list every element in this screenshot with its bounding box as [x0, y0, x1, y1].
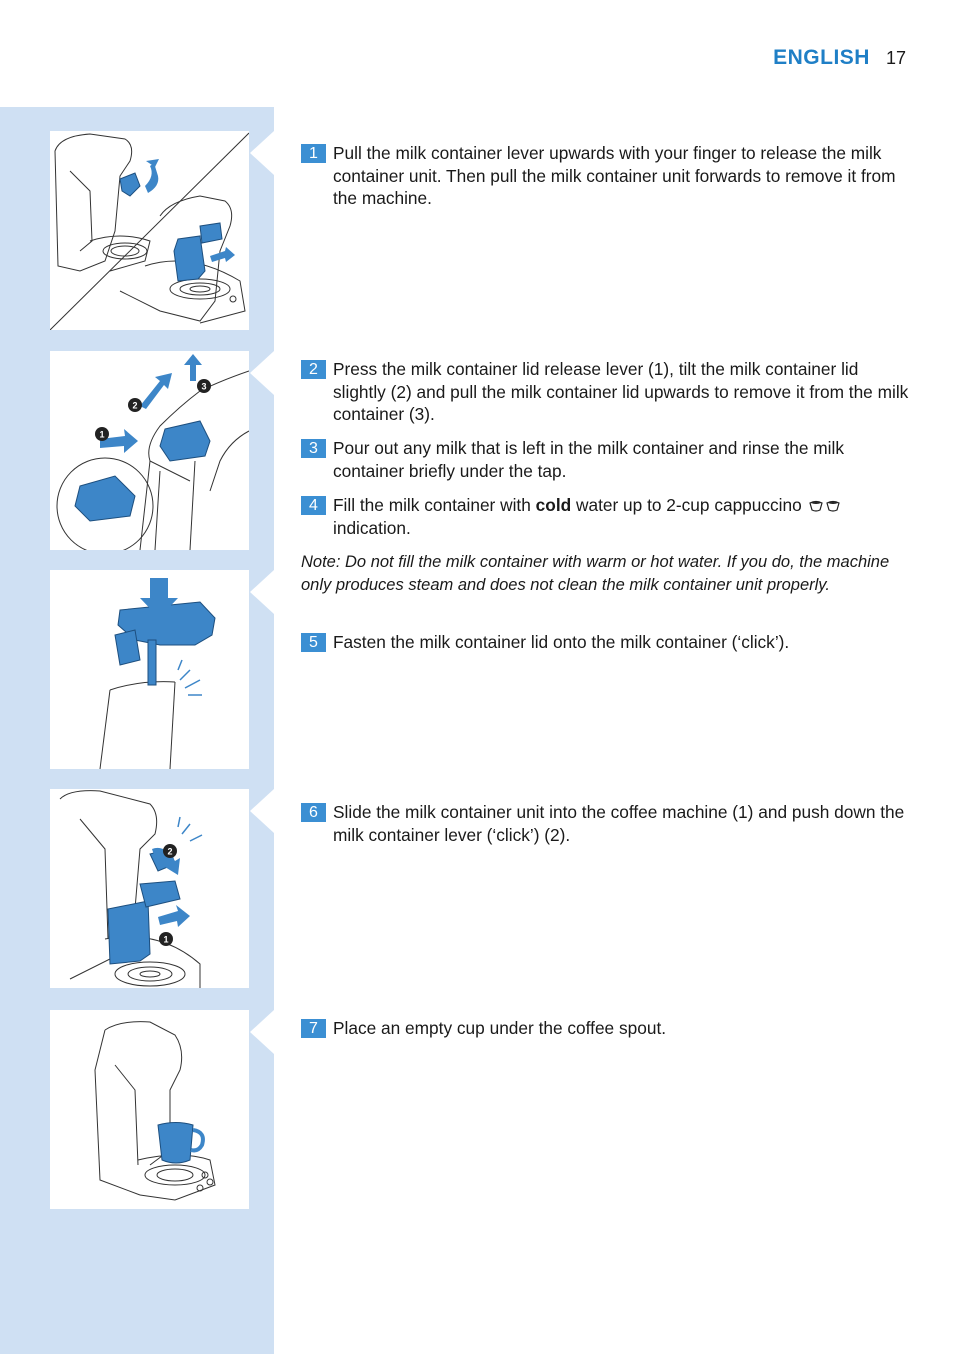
marker-2: 2 — [132, 400, 138, 411]
panel-pointer — [250, 1010, 274, 1054]
step-text-part: indication. — [333, 517, 411, 538]
step-4 — [301, 494, 911, 539]
marker-2: 2 — [167, 846, 173, 857]
panel-pointer — [250, 789, 274, 833]
language-label: ENGLISH — [773, 46, 870, 69]
step-number: 2 — [301, 360, 326, 379]
panel-pointer — [250, 131, 274, 175]
step-text-part: Fill the milk container with — [333, 495, 536, 515]
step-2 — [301, 358, 911, 426]
step-7 — [301, 1017, 911, 1040]
panel-pointer — [250, 351, 274, 395]
panel-pointer — [250, 570, 274, 614]
step-text — [333, 494, 911, 539]
note: Note: Do not fill the milk container with warm or hot water. If you do, the machine only produces steam and does not clean the milk container unit properly. — [301, 553, 890, 594]
step-number: 7 — [301, 1019, 326, 1038]
illustration-insert-milk-unit — [50, 789, 249, 988]
step-text-part: water up to 2-cup cappuccino — [571, 495, 802, 515]
step-number: 5 — [301, 633, 326, 652]
marker-3: 3 — [201, 381, 207, 392]
step-text: Place an empty cup under the coffee spout. — [333, 1018, 667, 1038]
marker-1: 1 — [163, 934, 169, 945]
step-5 — [301, 631, 911, 654]
step-number: 4 — [301, 496, 326, 515]
step-text: Fasten the milk container lid onto the milk container (‘click’). — [333, 632, 790, 652]
step-number: 3 — [301, 439, 326, 458]
step-text: Slide the milk container unit into the coffee machine (1) and push down the milk container lever (‘click’) (2). — [333, 802, 905, 845]
illustration-fasten-lid — [50, 570, 249, 769]
step-3 — [301, 437, 911, 482]
step-text: Press the milk container lid release lever (1), tilt the milk container lid slightly (2) and pull the milk container lid upwards to remove it from the milk container (3). — [333, 359, 909, 424]
page-number: 17 — [885, 48, 906, 68]
cappuccino-cup-icon — [808, 499, 842, 513]
step-text: Pull the milk container lever upwards with your finger to release the milk container unit. Then pull the milk container unit forwards to remove it from the machine. — [333, 143, 896, 208]
step-6 — [301, 801, 911, 846]
step-text-bold: cold — [535, 495, 572, 515]
step-1 — [301, 142, 911, 210]
step-number: 6 — [301, 803, 326, 822]
step-number: 1 — [301, 144, 326, 163]
page-header — [773, 46, 906, 70]
illustration-remove-lid — [50, 351, 249, 550]
marker-1: 1 — [99, 429, 105, 440]
illustration-place-cup — [50, 1010, 249, 1209]
step-text: Pour out any milk that is left in the milk container and rinse the milk container briefly under the tap. — [333, 438, 844, 481]
illustration-remove-milk-unit — [50, 131, 249, 330]
